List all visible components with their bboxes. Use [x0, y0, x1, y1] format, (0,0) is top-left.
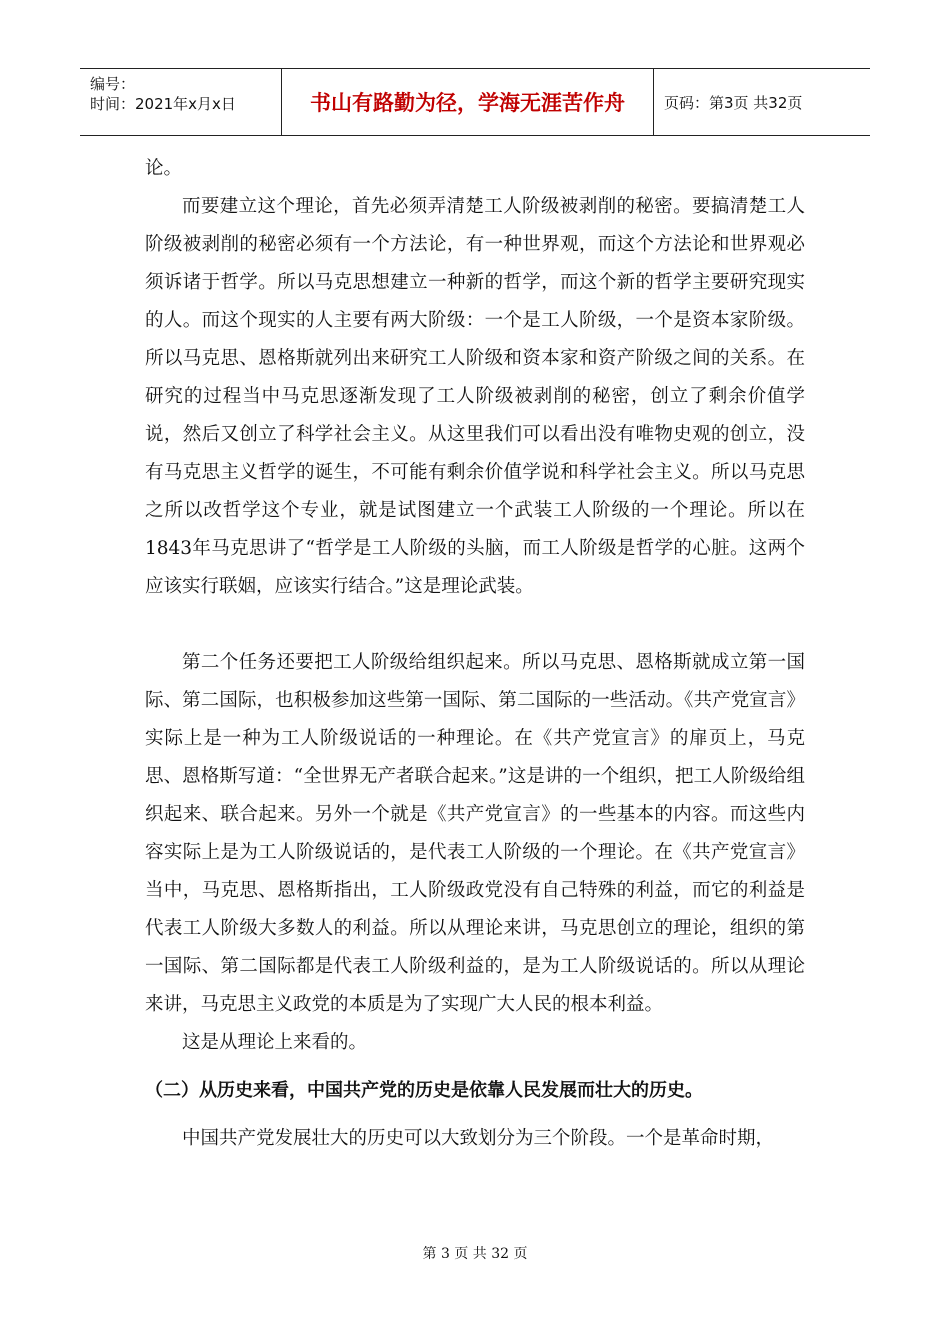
header-page-number: 页码：第3页 共32页 [664, 93, 803, 112]
document-date: 时间：2021年x月x日 [90, 95, 236, 113]
page-header [80, 68, 870, 136]
paragraph-continuation: 论。 [145, 158, 183, 179]
paragraph: 中国共产党发展壮大的历史可以大致划分为三个阶段。一个是革命时期， [182, 1128, 775, 1149]
paragraph: 这是从理论上来看的。 [182, 1032, 368, 1053]
page-footer: 第 3 页 共 32 页 [422, 1246, 528, 1262]
paragraph-spacer [145, 606, 805, 644]
paragraph: 而要建立这个理论，首先必须弄清楚工人阶级被剥削的秘密。要搞清楚工人阶级被剥削的秘密必须有一个方法论，有一种世界观，而这个方法论和世界观必须诉诸于哲学。所以马克思想建立一种新的哲学，而这个新的哲学主要研究现实的人。而这个现实的人主要有两大阶级：一个是工人阶级，一个是资本家阶级。所以马克思、恩格斯就列出来研究工人阶级和资本家和资产阶级之间的关系。在研究的过程当中马克思逐渐发现了工人阶级被剥削的秘密，创立了剩余价值学说，然后又创立了科学社会主义。从这里我们可以看出没有唯物史观的创立，没有马克思主义哲学的诞生，不可能有剩余价值学说和科学社会主义。所以马克思之所以改哲学这个专业，就是试图建立一个武装工人阶级的一个理论。所以在1843年马克思讲了“哲学是工人阶级的头脑，而工人阶级是哲学的心脏。这两个应该实行联姻，应该实行结合。”这是理论武装。 [145, 196, 805, 597]
document-number: 编号： [90, 75, 136, 93]
header-motto: 书山有路勤为径，学海无涯苦作舟 [282, 69, 654, 135]
paragraph: 第二个任务还要把工人阶级给组织起来。所以马克思、恩格斯就成立第一国际、第二国际，也积极参加这些第一国际、第二国际的一些活动。《共产党宣言》实际上是一种为工人阶级说话的一种理论。在《共产党宣言》的扉页上，马克思、恩格斯写道：“全世界无产者联合起来。”这是讲的一个组织，把工人阶级给组织起来、联合起来。另外一个就是《共产党宣言》的一些基本的内容。而这些内容实际上是为工人阶级说话的，是代表工人阶级的一个理论。在《共产党宣言》当中，马克思、恩格斯指出，工人阶级政党没有自己特殊的利益，而它的利益是代表工人阶级大多数人的利益。所以从理论来讲，马克思创立的理论，组织的第一国际、第二国际都是代表工人阶级利益的，是为工人阶级说话的。所以从理论来讲，马克思主义政党的本质是为了实现广大人民的根本利益。 [145, 652, 805, 1015]
section-heading: （二）从历史来看，中国共产党的历史是依靠人民发展而壮大的历史。 [145, 1080, 703, 1101]
header-meta-cell [80, 69, 282, 135]
document-body [145, 150, 805, 1158]
